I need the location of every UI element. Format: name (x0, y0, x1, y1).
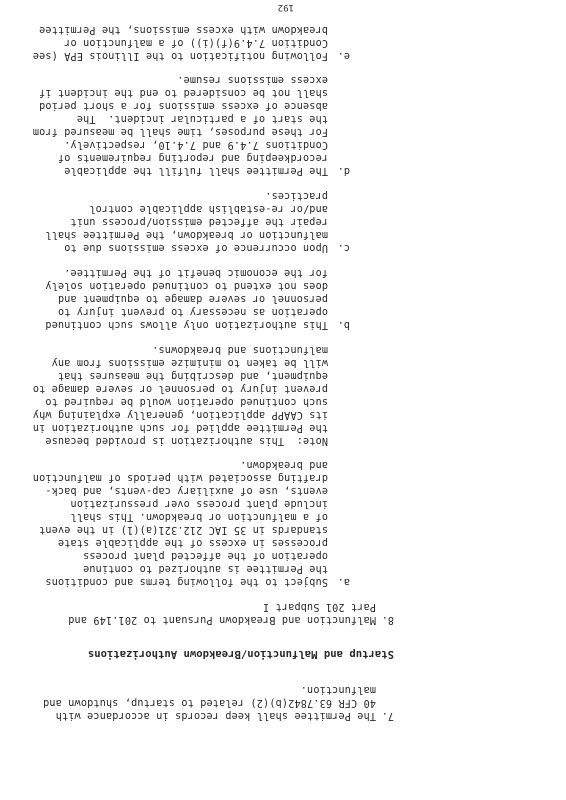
item-b-marker: b. (337, 319, 350, 330)
text-line: Malfunction and Breakdown Pursuant to 201.149 and (68, 614, 376, 625)
text-line: such continued operation would be required to (45, 396, 328, 407)
text-line: recordkeeping and reporting requirements of (57, 152, 328, 163)
text-line: Note: This authorization is provided because (45, 435, 328, 446)
text-line: personnel or severe damage to equipment and (57, 293, 328, 304)
text-line: Conditions 7.4.9 and 7.4.10, respectively. (64, 139, 328, 150)
text-line: malfunction. (300, 684, 376, 695)
text-line: operation as necessary to prevent injury to (57, 306, 328, 317)
text-line: equipment, and describing the measures that (57, 370, 328, 381)
text-line: Following notification to the Illinois EPA (see (32, 50, 328, 61)
text-line: processes in excess of the applicable state (57, 537, 328, 548)
text-line: Part 201 Subpart I (262, 601, 376, 612)
text-line: For these purposes, time shall be measured from (32, 126, 328, 137)
text-line: prevent injury to personnel or severe damage to (32, 383, 328, 394)
text-line: practices. (265, 190, 328, 201)
text-line: The Permittee shall fulfill the applicable (64, 165, 328, 176)
text-line: and breakdown. (240, 459, 328, 470)
item-7-marker: 7. (381, 710, 394, 721)
text-line: Condition 7.4.9(f)(i)) of a malfunction or (64, 37, 328, 48)
item-8-marker: 8. (381, 614, 394, 625)
text-line: operation of the affected plant process (82, 550, 328, 561)
text-line: will be taken to minimize emissions from any (51, 357, 328, 368)
text-line: repair the affected emission/process unit (70, 216, 328, 227)
text-line: The Permittee shall keep records in accordance with (55, 710, 376, 721)
text-line: of a malfunction or breakdown. This shall (70, 511, 328, 522)
text-line: Subject to the following terms and conditions (45, 576, 328, 587)
text-line: malfunction or breakdown, the Permittee shall (45, 229, 328, 240)
text-line: the Permittee applied for such authorization in (32, 422, 328, 433)
page-number: 192 (277, 2, 294, 12)
text-line: events, use of auxiliary cap-vents, and back- (45, 485, 328, 496)
item-c-marker: c. (337, 242, 350, 253)
text-line: excess emissions resume. (177, 74, 328, 85)
text-line: the Permittee is authorized to continue (82, 563, 328, 574)
text-line: does not extend to continued operation solely (45, 280, 328, 291)
item-d-marker: d. (337, 165, 350, 176)
text-line: for the economic benefit of the Permittee. (64, 267, 328, 278)
item-a-marker: a. (337, 576, 350, 587)
text-line: shall not be considered to end the incident if (38, 87, 328, 98)
text-line: breakdown with excess emissions, the Permittee (38, 24, 328, 35)
text-line: drafting associated with periods of malfunction (32, 472, 328, 483)
text-line: the start of a particular incident. The (76, 113, 328, 124)
text-line: Upon occurrence of excess emissions due to (64, 242, 328, 253)
text-line: standards in 35 IAC 212.321(a)(1) in the event (38, 524, 328, 535)
text-line: absence of excess emissions for a short period (38, 100, 328, 111)
text-line: include plant process over pressurization (70, 498, 328, 509)
text-line: 40 CFR 63.7842(b)(2) related to startup, shutdown and (42, 697, 376, 708)
text-line: malfunctions and breakdowns. (152, 344, 328, 355)
text-line: This authorization only allows such continued (45, 319, 328, 330)
text-line: and/or re-establish applicable control (89, 203, 328, 214)
section-title: Startup and Malfunction/Breakdown Authorizations (87, 648, 394, 660)
text-line: its CAAPP application, generally explaining why (32, 409, 328, 420)
item-e-marker: e. (337, 50, 350, 61)
